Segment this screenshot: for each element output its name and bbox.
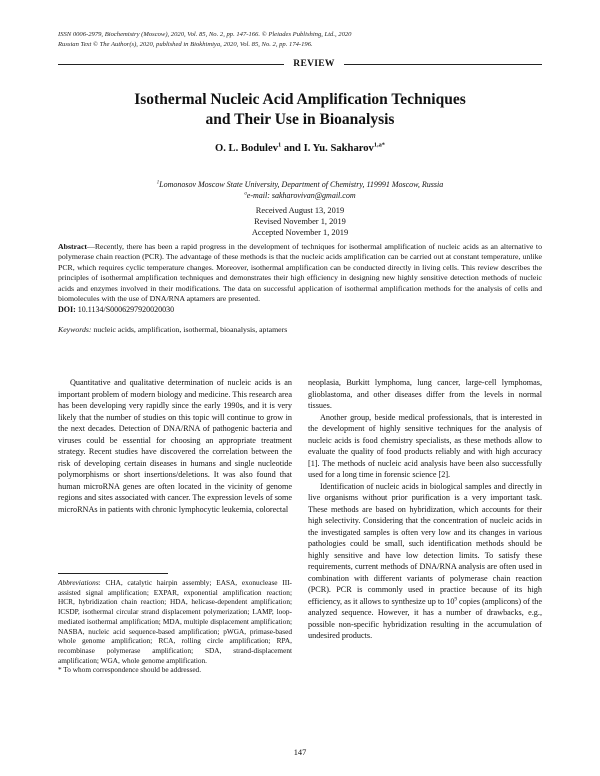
keywords-value: nucleic acids, amplification, isothermal, bioanalysis, aptamers	[91, 325, 288, 334]
abstract-text: —Recently, there has been a rapid progress in the development of techniques for isothermal amplification of nucleic acids as an alternative to polymerase chain reaction (PCR). The advantage of these methods is that the nucleic acids amplification can be carried out at constant temperature, unlike PCR, which requires cyclic temperature changes. Moreover, isothermal amplification can be conducted directly in living cells. This review describes the principles of isothermal amplification techniques and demonstrates their high efficiency in designing new highly sensitive detection methods of nucleic acids and enzymes involved in their modifications. The data on successful application of isothermal amplification methods for the analysis of cells and biomolecules with the use of DNA/RNA aptamers are presented.	[58, 242, 542, 304]
body-paragraph: Another group, beside medical professionals, that is interested in the development of highly sensitive techniques for the analysis of nucleic acids is food chemistry specialists, as these methods allow to evaluate the quality of food products reliably and with high accuracy [1]. The methods of nucleic acid analysis have been also successfully used for a long time in forensic science [2].	[308, 412, 542, 479]
body-paragraph	[308, 481, 542, 642]
contact-email[interactable]: e-mail: sakharovivan@gmail.com	[246, 190, 356, 200]
paragraph-text-part: copies (amplicons) of the analyzed sequence. However, it has a number of drawbacks, e.g., possible non-specific hybridization resulting in the accumulation of undesired products.	[308, 596, 542, 640]
article-dates	[58, 205, 542, 239]
author-1: O. L. Bodulev	[215, 143, 278, 154]
keywords-label: Keywords:	[58, 325, 92, 334]
russian-text-line: Russian Text © The Author(s), 2020, published in Biokhimiya, 2020, Vol. 85, No. 2, pp. 174-196.	[58, 41, 313, 48]
abbreviations-text: : CHA, catalytic hairpin assembly; EASA, exonuclease III-assisted signal amplification; EXPAR, exponential amplification reaction; HCR, hybridization chain reaction; HDA, helicase-dependent amplification; ICSDP, isothermal circular strand displacement polymerization; LAMP, loop-mediated isothermal amplification; MDA, multiple displacement amplification; NASBA, nucleic acid sequence-based amplification; pWGA, primase-based whole genome amplification; RCA, rolling circle amplification; RPA, recombinase polymerase amplification; SDA, strand-displacement amplification; WGA, whole genome amplification.	[58, 578, 292, 665]
body-paragraph: Quantitative and qualitative determination of nucleic acids is an important problem of modern biology and medicine. This research area has been developing very rapidly since the early 1990s, and it is very likely that the number of studies on this topic will continue to grow in the next decades. Detection of DNA/RNA of pathogenic bacteria and viruses could be essential for choosing an appropriate treatment strategy. Recent studies have discovered the correlation between the risk of developing certain diseases in humans and single nucleotide polymorphisms or short insertions/deletions. It was also found that human microRNA genes are often located in the vicinity of genome regions and sites associated with cancer. The expression levels of some microRNAs in patients with chronic lymphocytic leukemia, colorectal	[58, 378, 292, 514]
date-revised: Revised November 1, 2019	[254, 217, 346, 227]
author-connector: and	[281, 143, 304, 154]
section-label: REVIEW	[293, 59, 335, 69]
body-column-right	[308, 377, 542, 642]
author-2: I. Yu. Sakharov	[303, 143, 374, 154]
author-2-affil: 1,a*	[373, 141, 385, 149]
doi	[58, 305, 542, 314]
footnote-rule	[58, 573, 168, 574]
affiliation	[58, 180, 542, 201]
abstract-label: Abstract	[58, 242, 88, 251]
title-line-1: Isothermal Nucleic Acid Amplification Techniques	[134, 91, 466, 108]
doi-label: DOI:	[58, 305, 76, 314]
keywords	[58, 325, 542, 334]
superscript-exponent: 9	[454, 596, 457, 602]
abbreviations	[58, 578, 292, 665]
page-number: 147	[293, 748, 307, 757]
body-column-left	[58, 377, 292, 515]
journal-citation-line: ISSN 0006-2979, Biochemistry (Moscow), 2020, Vol. 85, No. 2, pp. 147-166. © Pleiades Publishing, Ltd., 2020	[58, 31, 352, 38]
title-line-2: and Their Use in Bioanalysis	[205, 111, 395, 128]
article-title	[58, 90, 542, 130]
section-rule-left	[58, 64, 284, 65]
email-sup: a	[244, 190, 247, 196]
author-1-affil: 1	[278, 141, 282, 149]
abbreviations-label: Abbreviations	[58, 578, 99, 587]
footnote	[58, 578, 292, 675]
affiliation-text: Lomonosov Moscow State University, Department of Chemistry, 119991 Moscow, Russia	[159, 180, 444, 189]
journal-header	[58, 30, 538, 50]
date-received: Received August 13, 2019	[255, 206, 345, 215]
body-paragraph: neoplasia, Burkitt lymphoma, lung cancer, large-cell lymphomas, glioblastoma, and other diseases differ from the levels in normal tissues.	[308, 378, 542, 410]
affiliation-sup: 1	[156, 180, 160, 186]
abstract	[58, 242, 542, 304]
section-rule-right	[344, 64, 542, 65]
paragraph-text-part: Identification of nucleic acids in biological samples and directly in live organisms without prior purification is a very important task. These methods are based on hybridization, which accounts for their high selectivity. Considering that the concentration of nucleic acids in the investigated samples is often very low and its changes in various pathologies could be small, such identification methods should be highly sensitive and have low detection limits. To satisfy these requirements, current methods of DNA/RNA analysis are often used in combination with different variants of polymerase chain reaction (PCR). PCR is commonly used in practice because of its high efficiency, as it allows to synthesize up to 10	[308, 481, 542, 606]
date-accepted: Accepted November 1, 2019	[251, 228, 349, 238]
doi-value[interactable]: 10.1134/S0006297920020030	[75, 305, 175, 314]
correspondence-note: * To whom correspondence should be addressed.	[58, 665, 202, 675]
author-list	[58, 143, 542, 154]
